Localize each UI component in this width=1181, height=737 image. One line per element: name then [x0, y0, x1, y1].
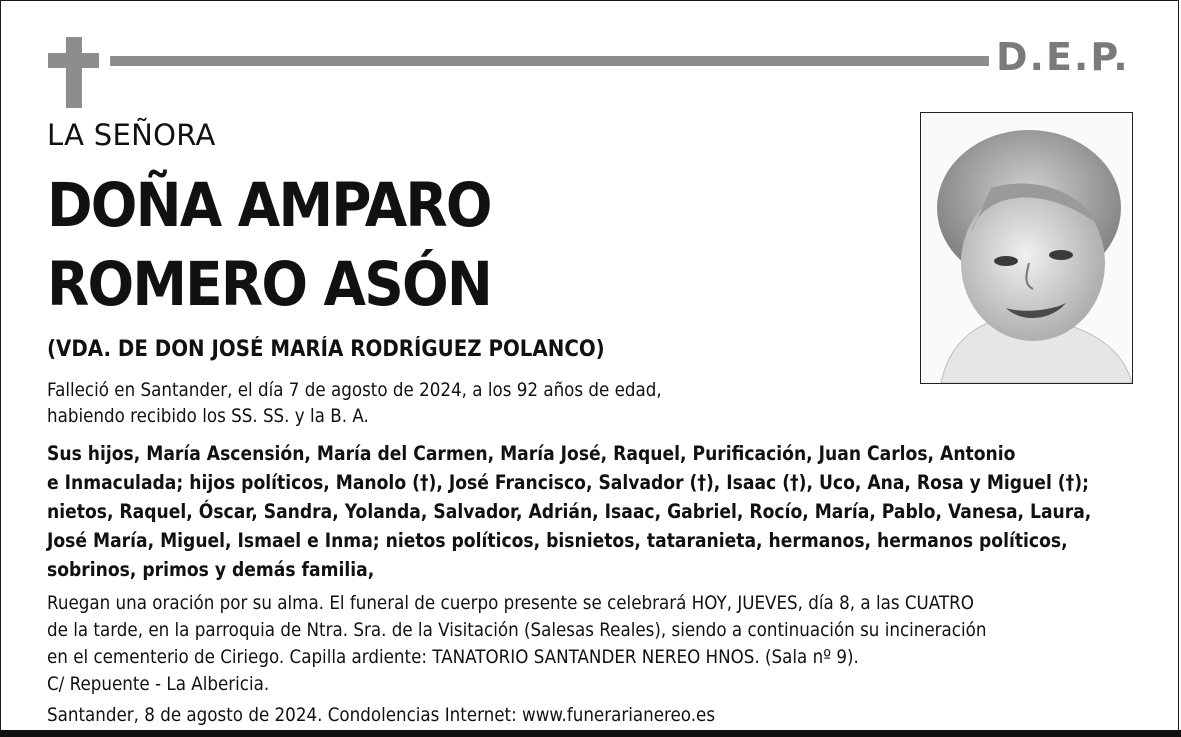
- family-line: Sus hijos, María Ascensión, María del Carmen, María José, Raquel, Purificación, Juan Carlos, Antonio: [47, 442, 1016, 465]
- funeral-line: de la tarde, en la parroquia de Ntra. Sra. de la Visitación (Salesas Reales), siendo a continuación su incineración: [47, 619, 987, 641]
- family-line: nietos, Raquel, Óscar, Sandra, Yolanda, Salvador, Adrián, Isaac, Gabriel, Rocío, María, Pablo, Vanesa, Laura,: [47, 500, 1092, 523]
- funeral-line: C/ Repuente - La Albericia.: [47, 673, 270, 695]
- deceased-name-line2: ROMERO ASÓN: [47, 249, 491, 320]
- funeral-line: Ruegan una oración por su alma. El funeral de cuerpo presente se celebrará HOY, JUEVES, día 8, a las CUATRO: [47, 592, 974, 614]
- honorific: LA SEÑORA: [47, 118, 216, 152]
- funeral-line: en el cementerio de Ciriego. Capilla ardiente: TANATORIO SANTANDER NEREO HNOS. (Sala nº 9).: [47, 646, 859, 668]
- portrait-illustration: [921, 113, 1132, 383]
- closing-line: Santander, 8 de agosto de 2024. Condolencias Internet: www.funerarianereo.es: [47, 704, 716, 726]
- bottom-rule: [0, 730, 1181, 737]
- family-list: [47, 439, 1091, 584]
- header-rule: [110, 56, 989, 66]
- death-notice: [47, 377, 662, 429]
- family-line: sobrinos, primos y demás familia,: [47, 558, 375, 581]
- cross-icon: [66, 37, 82, 108]
- cross-icon-bar: [48, 53, 99, 68]
- death-notice-line: habiendo recibido los SS. SS. y la B. A.: [47, 405, 369, 427]
- death-notice-line: Falleció en Santander, el día 7 de agosto de 2024, a los 92 años de edad,: [47, 379, 662, 401]
- funeral-details: [47, 590, 986, 698]
- family-line: José María, Miguel, Ismael e Inma; nietos políticos, bisnietos, tataranieta, hermanos, hermanos políticos,: [47, 529, 1068, 552]
- portrait-photo: [920, 112, 1133, 384]
- widow-of: (VDA. DE DON JOSÉ MARÍA RODRÍGUEZ POLANCO): [47, 337, 605, 362]
- dep-label: D.E.P.: [996, 35, 1130, 79]
- deceased-name-line1: DOÑA AMPARO: [47, 170, 491, 241]
- family-line: e Inmaculada; hijos políticos, Manolo (†), José Francisco, Salvador (†), Isaac (†), Uco, Ana, Rosa y Miguel (†);: [47, 471, 1089, 494]
